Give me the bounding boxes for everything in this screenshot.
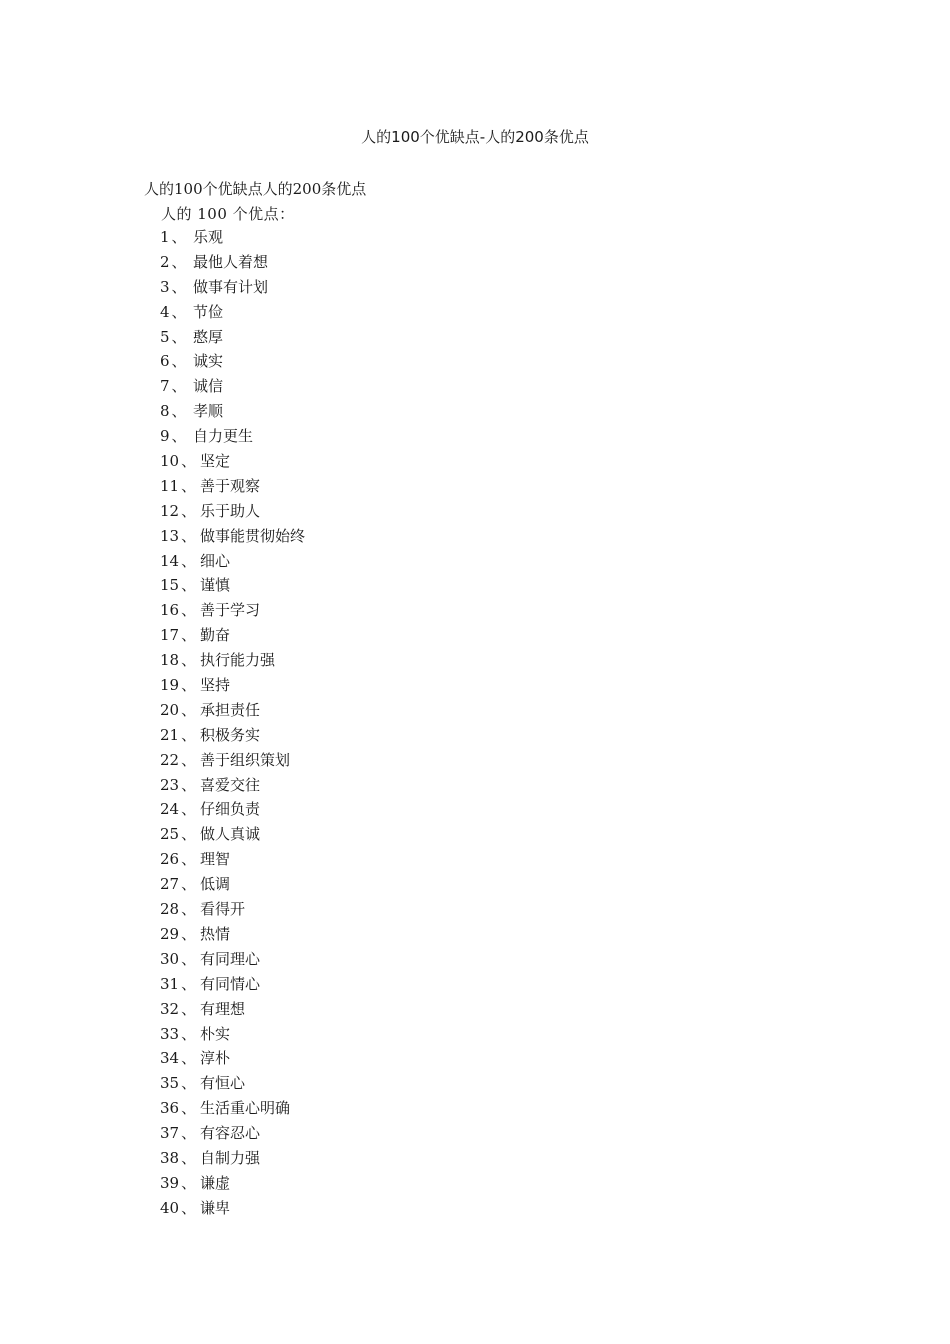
- list-item-text: 有容忍心: [200, 1124, 261, 1143]
- list-item-separator: 、: [181, 1099, 197, 1118]
- list-item-separator: 、: [171, 302, 187, 321]
- list-item-separator: 、: [181, 775, 197, 794]
- list-item-number: 9: [160, 427, 170, 446]
- list-item: [160, 351, 224, 376]
- list-item-number: 8: [160, 402, 170, 421]
- list-item-text: 节俭: [193, 302, 224, 321]
- list-item-text: 谦卑: [200, 1198, 231, 1217]
- list-item-separator: 、: [181, 825, 197, 844]
- list-item-separator: 、: [181, 1198, 197, 1217]
- list-item: [160, 924, 231, 949]
- list-item: [160, 1024, 231, 1049]
- list-item: [160, 1148, 261, 1173]
- list-item-number: 39: [160, 1173, 180, 1192]
- list-item: [160, 526, 306, 551]
- list-item-separator: 、: [181, 1148, 197, 1167]
- list-item-text: 谦虚: [200, 1173, 231, 1192]
- list-item-separator: 、: [181, 1074, 197, 1093]
- list-item-separator: 、: [171, 377, 187, 396]
- list-item-number: 40: [160, 1198, 180, 1217]
- list-item: [160, 501, 261, 526]
- list-item-text: 执行能力强: [200, 651, 276, 670]
- list-item-number: 28: [160, 900, 180, 919]
- list-item-number: 15: [160, 576, 180, 595]
- list-item-text: 淳朴: [200, 1049, 231, 1068]
- list-item: [160, 700, 261, 725]
- list-item: [160, 974, 261, 999]
- list-item-number: 22: [160, 750, 180, 769]
- list-item-number: 21: [160, 725, 180, 744]
- list-item-number: 5: [160, 327, 170, 346]
- list-item-text: 最他人着想: [193, 252, 269, 271]
- list-item-separator: 、: [171, 228, 187, 246]
- list-item: [160, 551, 231, 576]
- list-item-text: 做事有计划: [193, 277, 269, 296]
- list-item: [160, 849, 231, 874]
- list-item-text: 勤奋: [200, 626, 231, 645]
- list-item: [160, 799, 261, 824]
- list-item: [160, 775, 261, 800]
- list-item: [160, 650, 276, 675]
- list-item-separator: 、: [181, 725, 197, 744]
- list-item-separator: 、: [171, 427, 187, 446]
- list-item-number: 17: [160, 626, 180, 645]
- list-item-text: 喜爱交往: [200, 775, 261, 794]
- list-item-separator: 、: [181, 700, 197, 719]
- list-item-separator: 、: [181, 452, 197, 471]
- list-item-number: 27: [160, 875, 180, 894]
- list-item-separator: 、: [171, 352, 187, 371]
- list-item-text: 善于观察: [200, 476, 261, 495]
- list-item-separator: 、: [181, 750, 197, 769]
- list-item-text: 憨厚: [193, 327, 224, 346]
- list-item-number: 18: [160, 651, 180, 670]
- list-item: [160, 874, 231, 899]
- list-item: [160, 949, 261, 974]
- list-item-number: 1: [160, 228, 170, 246]
- list-item-number: 25: [160, 825, 180, 844]
- list-item-text: 自制力强: [200, 1148, 261, 1167]
- list-item-separator: 、: [181, 476, 197, 495]
- list-item-separator: 、: [181, 924, 197, 943]
- list-item: [160, 227, 224, 252]
- list-item: [160, 451, 231, 476]
- list-item-separator: 、: [181, 949, 197, 968]
- list-item-text: 坚持: [200, 676, 231, 695]
- list-item-separator: 、: [181, 576, 197, 595]
- list-item-number: 11: [160, 476, 180, 495]
- list-item-separator: 、: [181, 601, 197, 620]
- list-item-separator: 、: [181, 1024, 197, 1043]
- list-item-number: 6: [160, 352, 170, 371]
- list-item-number: 32: [160, 999, 180, 1018]
- list-item: [160, 675, 231, 700]
- list-item: [160, 725, 261, 750]
- list-item-number: 37: [160, 1124, 180, 1143]
- list-item-text: 诚信: [193, 377, 224, 396]
- list-item-number: 30: [160, 949, 180, 968]
- list-item-separator: 、: [181, 1173, 197, 1192]
- list-item-number: 38: [160, 1148, 180, 1167]
- list-item-separator: 、: [171, 252, 187, 271]
- list-intro: 人的 100 个优点：: [161, 205, 295, 223]
- list-item-text: 看得开: [200, 900, 246, 919]
- list-item-separator: 、: [181, 651, 197, 670]
- list-item-separator: 、: [181, 1049, 197, 1068]
- list-item: [160, 277, 269, 302]
- list-item-number: 36: [160, 1099, 180, 1118]
- list-item: [160, 899, 246, 924]
- list-item-separator: 、: [181, 850, 197, 869]
- list-item-number: 29: [160, 924, 180, 943]
- list-item: [160, 327, 224, 352]
- list-item-separator: 、: [181, 999, 197, 1018]
- list-item-number: 24: [160, 800, 180, 819]
- list-item-number: 16: [160, 601, 180, 620]
- list-item-number: 14: [160, 551, 180, 570]
- list-item-number: 33: [160, 1024, 180, 1043]
- list-item-text: 生活重心明确: [200, 1099, 291, 1118]
- document-subtitle: 人的100个优缺点人的200条优点: [144, 180, 367, 198]
- list-item: [160, 376, 224, 401]
- list-item-number: 20: [160, 700, 180, 719]
- list-item: [160, 302, 224, 327]
- list-item: [160, 252, 269, 277]
- list-item-text: 理智: [200, 850, 231, 869]
- list-item-separator: 、: [171, 327, 187, 346]
- list-item-text: 善于组织策划: [200, 750, 291, 769]
- list-item-text: 做人真诚: [200, 825, 261, 844]
- list-item: [160, 1123, 261, 1148]
- list-item: [160, 426, 254, 451]
- list-item-text: 有同理心: [200, 949, 261, 968]
- list-item-number: 31: [160, 974, 180, 993]
- list-item-number: 26: [160, 850, 180, 869]
- list-item: [160, 1098, 291, 1123]
- list-item-number: 4: [160, 302, 170, 321]
- list-item-number: 34: [160, 1049, 180, 1068]
- list-item-separator: 、: [181, 526, 197, 545]
- list-item-text: 朴实: [200, 1024, 231, 1043]
- list-item-text: 有同情心: [200, 974, 261, 993]
- list-item-number: 2: [160, 252, 170, 271]
- list-item-text: 有恒心: [200, 1074, 246, 1093]
- list-item-number: 7: [160, 377, 170, 396]
- list-item-text: 做事能贯彻始终: [200, 526, 306, 545]
- list-item: [160, 999, 246, 1024]
- list-item: [160, 750, 291, 775]
- list-item: [160, 625, 231, 650]
- list-item-text: 谨慎: [200, 576, 231, 595]
- list-item: [160, 1173, 231, 1198]
- list-item: [160, 401, 224, 426]
- list-item-separator: 、: [181, 974, 197, 993]
- list-item-text: 细心: [200, 551, 231, 570]
- list-item-separator: 、: [181, 900, 197, 919]
- list-item-separator: 、: [181, 800, 197, 819]
- list-item-number: 13: [160, 526, 180, 545]
- list-item-separator: 、: [181, 626, 197, 645]
- list-item-number: 35: [160, 1074, 180, 1093]
- list-item: [160, 1048, 231, 1073]
- list-item-separator: 、: [171, 277, 187, 296]
- strengths-list: [160, 227, 306, 1223]
- list-item: [160, 1198, 231, 1223]
- list-item-text: 热情: [200, 924, 231, 943]
- list-item: [160, 1073, 246, 1098]
- list-item-text: 乐观: [193, 228, 224, 246]
- list-item-separator: 、: [181, 1124, 197, 1143]
- list-item-text: 仔细负责: [200, 800, 261, 819]
- list-item: [160, 476, 261, 501]
- list-item: [160, 600, 261, 625]
- list-item-number: 23: [160, 775, 180, 794]
- list-item-number: 19: [160, 676, 180, 695]
- list-item-text: 低调: [200, 875, 231, 894]
- list-item-number: 3: [160, 277, 170, 296]
- list-item-text: 承担责任: [200, 700, 261, 719]
- list-item-separator: 、: [181, 551, 197, 570]
- list-item-text: 有理想: [200, 999, 246, 1018]
- list-item: [160, 575, 231, 600]
- list-item-text: 诚实: [193, 352, 224, 371]
- list-item-text: 善于学习: [200, 601, 261, 620]
- list-item-number: 10: [160, 452, 180, 471]
- list-item-text: 积极务实: [200, 725, 261, 744]
- list-item-text: 自力更生: [193, 427, 254, 446]
- list-item-text: 乐于助人: [200, 501, 261, 520]
- list-item-number: 12: [160, 501, 180, 520]
- list-item-text: 坚定: [200, 452, 231, 471]
- list-item: [160, 824, 261, 849]
- list-item-separator: 、: [181, 676, 197, 695]
- list-item-text: 孝顺: [193, 402, 224, 421]
- list-item-separator: 、: [171, 402, 187, 421]
- list-item-separator: 、: [181, 875, 197, 894]
- page-title: 人的100个优缺点-人的200条优点: [361, 128, 589, 146]
- list-item-separator: 、: [181, 501, 197, 520]
